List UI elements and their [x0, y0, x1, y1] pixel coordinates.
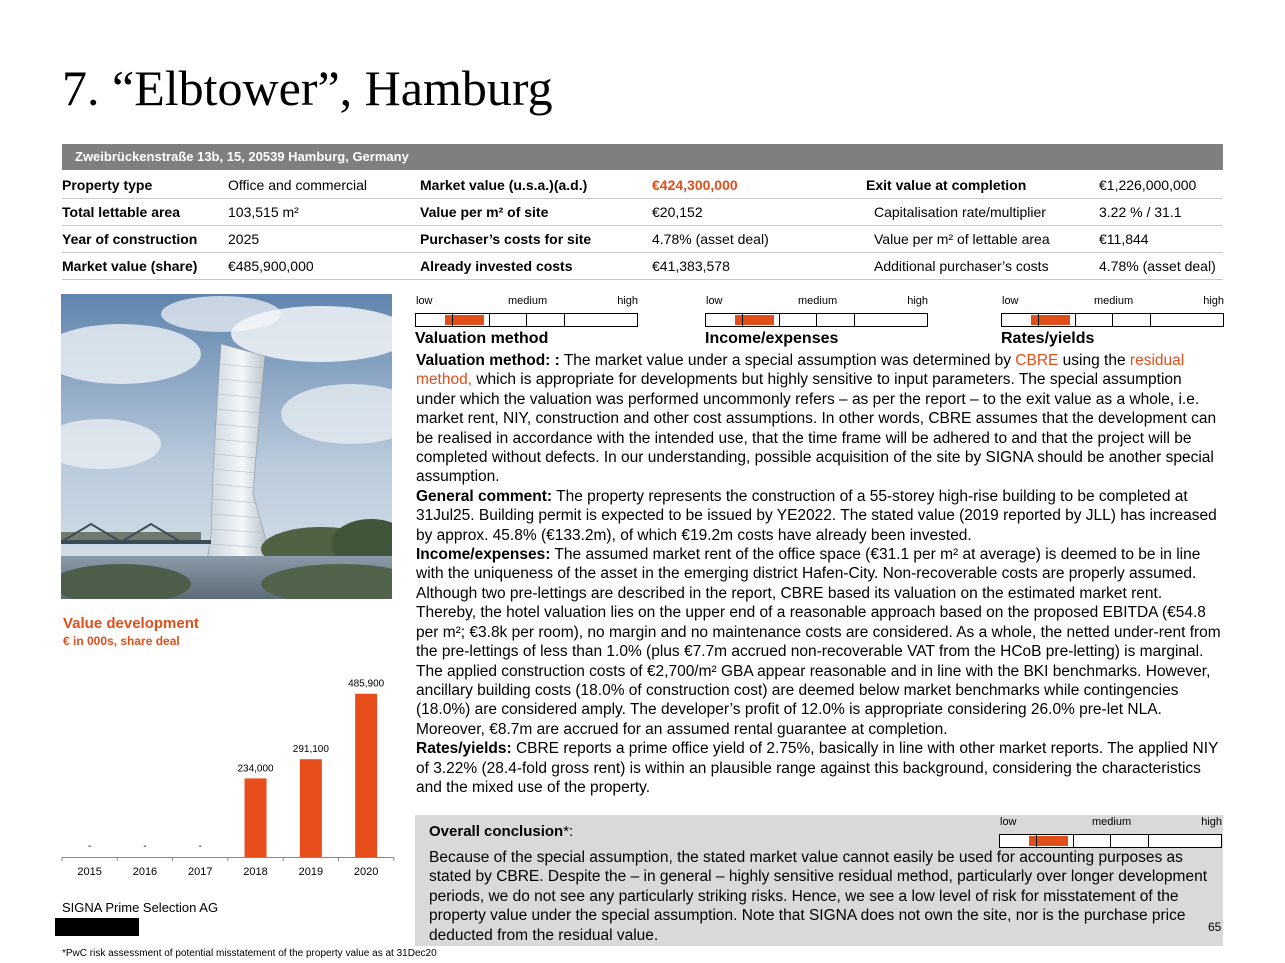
fact-value: €11,844 [1099, 231, 1149, 247]
bar-2020 [355, 694, 377, 857]
row-divider [62, 198, 1223, 199]
risk-medium-label: medium [1094, 295, 1134, 307]
fact-label: Total lettable area [62, 204, 181, 220]
fact-label: Capitalisation rate/multiplier [874, 204, 1046, 220]
rates-heading: Rates/yields: [416, 740, 512, 758]
fact-value: 3.22 % / 31.1 [1099, 204, 1182, 220]
fact-value-highlight: €424,300,000 [652, 177, 738, 193]
fact-label: Year of construction [62, 231, 198, 247]
data-label-2020: 485,900 [348, 678, 385, 690]
fact-label: Market value (u.s.a.)(a.d.) [420, 177, 588, 193]
footnote: *PwC risk assessment of potential misstatement of the property value as at 31Dec20 [62, 948, 437, 959]
risk-high-label: high [617, 295, 638, 307]
value-development-chart [60, 660, 400, 885]
fact-value: 2025 [228, 231, 260, 247]
data-label-2017: - [198, 841, 202, 852]
risk-bar [999, 834, 1222, 848]
risk-high-label: high [907, 295, 928, 307]
risk-low-label: low [416, 295, 433, 307]
income-paragraph: Income/expenses: The assumed market rent of the office space (€31.1 per m² at average) is deemed to be in line with the uniqueness of the asset in the emerging district Hafen-City. Non-recoverable costs are properly assumed. Although two pre-lettings are described in the report, CBRE based its valuation on the estimated market rent. Thereby, the hotel valuation lies on the upper end of a reasonable approach based on the proposed EBITDA (€54.8 per m²; €3.8k per room), no margin and no maintenance costs are considered. As a whole, the netted under-rent from the pre-lettings of less than 1.0% (plus €7.7m accrued non-recoverable VAT from the HCoB pre-letting) is marginal. The applied construction costs of €2,700/m² GBA appear reasonable and in line with the BKI benchmarks. However, ancillary building costs (18.0% of construction cost) are deemed below market benchmarks while contingencies (18.0%) are considered amply. The developer’s profit of 12.0% is appropriate considering 26.0% pre-let NLA. Moreover, €8.7m are accrued for an assumed rental guarantee at completion. [416, 546, 1221, 738]
risk-high-label: high [1201, 816, 1222, 828]
valuation-heading: Valuation method: : [416, 352, 560, 369]
fact-value: Office and commercial [228, 177, 368, 193]
company-name: SIGNA Prime Selection AG [62, 900, 219, 915]
valuation-paragraph: Valuation method: : The market value under a special assumption was determined by CBRE using the residual method, which is appropriate for developments but highly sensitive to input parameters. The special assumption under which the valuation was performed uncommonly refers – as per the report – to the exit value as a whole, i.e. market rent, NIY, construction and other cost assumptions. In other words, CBRE assumes that the development can be realised in accordance with the intended use, that the time frame will be adhered to and that the project will be completed without defects. In our understanding, possible acquisition of the site by SIGNA should be another special assumption. [416, 352, 1217, 486]
cbre-highlight: CBRE [1015, 352, 1059, 369]
assessment-text [416, 351, 1224, 797]
risk-low-label: low [706, 295, 723, 307]
fact-value: €1,226,000,000 [1099, 177, 1197, 193]
fact-label: Value per m² of site [420, 204, 549, 220]
fact-label: Additional purchaser’s costs [874, 258, 1049, 274]
page-number: 65 [1208, 920, 1222, 934]
data-label-2015: - [87, 841, 92, 852]
row-divider [62, 279, 1223, 280]
risk-high-label: high [1203, 295, 1224, 307]
fact-label: Property type [62, 177, 153, 193]
risk-caption: Rates/yields [1001, 330, 1095, 347]
general-comment-heading: General comment: [416, 487, 553, 505]
risk-caption: Valuation method [415, 330, 549, 347]
redaction-box [55, 918, 139, 936]
data-label-2019: 291,100 [292, 744, 329, 756]
tower-rendering-image [61, 294, 392, 599]
row-divider [62, 252, 1223, 253]
bar-2019 [300, 759, 322, 857]
tick-label-2017: 2017 [188, 866, 213, 878]
tick-label-2018: 2018 [243, 866, 268, 878]
risk-low-label: low [1000, 816, 1017, 828]
fact-label: Exit value at completion [866, 177, 1027, 193]
income-heading: Income/expenses: [416, 546, 551, 564]
risk-low-label: low [1002, 295, 1019, 307]
risk-bar [705, 313, 928, 327]
risk-caption: Income/expenses [705, 330, 839, 347]
address-bar: Zweibrückenstraße 13b, 15, 20539 Hamburg, Germany [62, 144, 1223, 170]
tick-label-2016: 2016 [132, 866, 158, 878]
fact-label: Already invested costs [420, 258, 573, 274]
row-divider [62, 225, 1223, 226]
fact-value: €20,152 [652, 204, 703, 220]
page-title: 7. “Elbtower”, Hamburg [62, 60, 553, 116]
fact-value: €41,383,578 [652, 258, 730, 274]
fact-value: €485,900,000 [228, 258, 314, 274]
risk-bar [1001, 313, 1224, 327]
risk-bar [415, 313, 638, 327]
data-label-2018: 234,000 [237, 763, 274, 775]
fact-label: Market value (share) [62, 258, 198, 274]
fact-value: 4.78% (asset deal) [652, 231, 769, 247]
building-photo [61, 294, 392, 599]
chart-title: Value development [63, 615, 199, 632]
bar-2018 [245, 778, 267, 857]
tick-label-2019: 2019 [298, 866, 324, 878]
fact-label: Purchaser’s costs for site [420, 231, 592, 247]
general-comment-paragraph: General comment: The property represents the construction of a 55-storey high-rise building to be completed at 31Jul25. Building permit is expected to be issued by YE2022. The stated value (2019 reported by JLL) has increased by approx. 45.8% (€133.2m), of which €19.2m costs have already been invested. [416, 487, 1217, 544]
conclusion-title: Overall conclusion*: [429, 823, 574, 840]
fact-label: Value per m² of lettable area [874, 231, 1050, 247]
fact-value: 4.78% (asset deal) [1099, 258, 1216, 274]
chart-subtitle: € in 000s, share deal [63, 634, 180, 648]
tick-label-2020: 2020 [353, 866, 379, 878]
fact-value: 103,515 m² [228, 204, 299, 220]
residual-method-highlight: residual method, [416, 352, 1185, 389]
rates-paragraph: Rates/yields: CBRE reports a prime office yield of 2.75%, basically in line with other market reports. The applied NIY of 3.22% (28.4-fold gross rent) is within an plausible range against this background, considering the characteristics and the mixed use of the property. [416, 740, 1219, 796]
risk-medium-label: medium [798, 295, 838, 307]
conclusion-text: Because of the special assumption, the stated market value cannot easily be used for accounting purposes as stated by CBRE. Despite the – in general – highly sensitive residual method, particularly over longer development periods, we do not see any particularly striking risks. Hence, we see a low level of risk for misstatement of the property value under the special assumption. Note that SIGNA does not own the site, nor is the purchase price deducted from the residual value. [429, 849, 1208, 944]
tick-label-2015: 2015 [77, 866, 102, 878]
risk-medium-label: medium [508, 295, 548, 307]
data-label-2016: - [143, 841, 147, 852]
risk-medium-label: medium [1092, 816, 1132, 828]
